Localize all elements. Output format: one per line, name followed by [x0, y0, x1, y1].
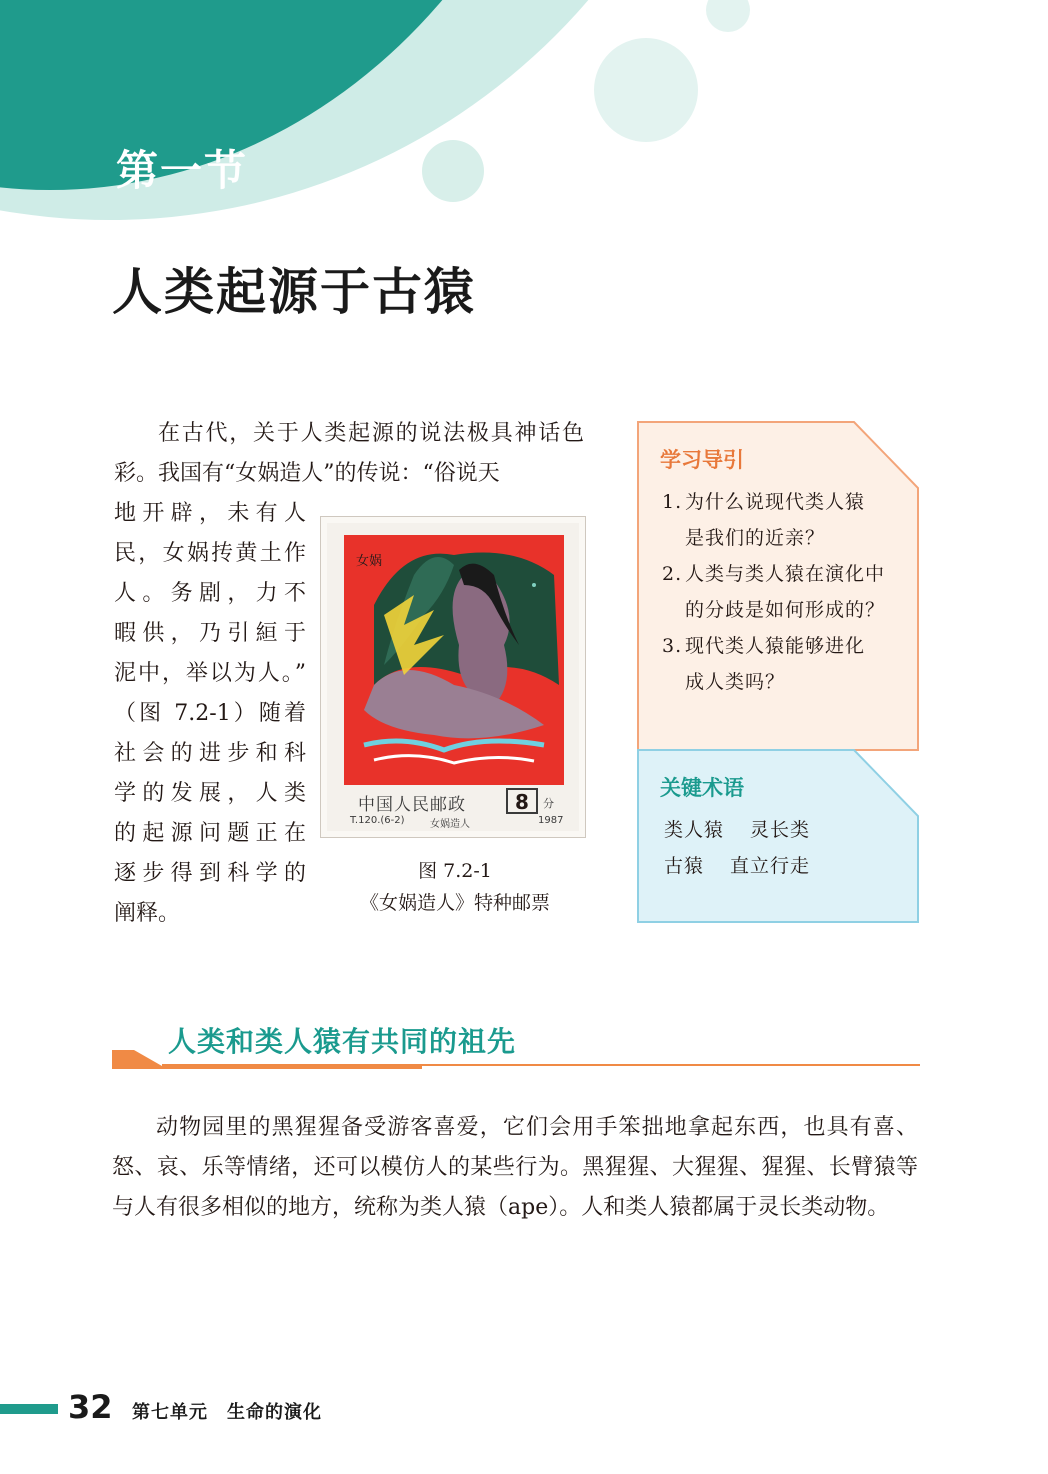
stamp-value: 8	[506, 788, 538, 814]
intro-line: 阐释。	[114, 901, 181, 926]
stamp-serial: T.120.(6-2)	[350, 815, 405, 826]
intro-line: 暇供，乃引絙于	[114, 621, 306, 646]
intro-line: （图 7.2-1）随着	[114, 701, 306, 726]
guide-q2-line1: 人类与类人猿在演化中	[685, 563, 886, 585]
guide-q1-num: 1.	[662, 491, 683, 513]
header-decor-circle	[422, 140, 484, 202]
key-term: 古猿	[664, 855, 705, 877]
figure-caption: 《女娲造人》特种邮票	[359, 892, 550, 914]
section-label: 第一节	[116, 146, 249, 195]
intro-paragraph-top: 在古代，关于人类起源的说法极具神话色彩。我国有“女娲造人”的传说：“俗说天	[114, 421, 584, 486]
intro-line: 逐步得到科学的	[114, 861, 306, 886]
subsection-heading: 人类和类人猿有共同的祖先	[168, 1025, 517, 1058]
stamp-corner-text: 女娲	[356, 554, 383, 569]
intro-line: 的起源问题正在	[114, 821, 306, 846]
body-paragraph: 动物园里的黑猩猩备受游客喜爱，它们会用手笨拙地拿起东西，也具有喜、怒、哀、乐等情绪，还可以模仿人的某些行为。黑猩猩、大猩猩、猩猩、长臂猿等与人有很多相似的地方，统称为类人猿（ape）。人和类人猿都属于灵长类动物。	[112, 1115, 918, 1220]
key-term: 类人猿	[664, 819, 725, 841]
stamp-unit: 分	[543, 797, 554, 810]
key-term: 灵长类	[750, 819, 811, 841]
guide-q2-line2: 的分歧是如何形成的？	[685, 599, 886, 621]
stamp-illustration	[344, 535, 564, 785]
guide-q3-line2: 成人类吗？	[685, 671, 786, 693]
intro-line: 社会的进步和科	[114, 741, 306, 766]
intro-line: 民，女娲抟黄土作	[114, 541, 306, 566]
guide-q2-num: 2.	[662, 563, 683, 585]
key-terms-heading: 关键术语	[660, 776, 744, 800]
guide-q3-num: 3.	[662, 635, 683, 657]
intro-line: 地开辟，未有人	[114, 501, 306, 526]
footer-accent-bar	[0, 1404, 58, 1414]
header-decor-circle	[706, 0, 750, 32]
intro-line: 人。务剧，力不	[114, 581, 306, 606]
intro-line: 泥中，举以为人。”	[114, 661, 306, 686]
study-guide-heading: 学习导引	[660, 448, 744, 472]
key-term: 直立行走	[730, 855, 811, 877]
stamp-country-text: 中国人民邮政	[358, 795, 466, 815]
figure-number: 图 7.2-1	[418, 860, 492, 882]
page-number: 32	[68, 1388, 113, 1426]
guide-q3-line1: 现代类人猿能够进化	[685, 635, 866, 657]
stamp-year: 1987	[538, 815, 564, 826]
guide-q1-line2: 是我们的近亲？	[685, 527, 826, 549]
guide-q1-line1: 为什么说现代类人猿	[685, 491, 866, 513]
stamp-title: 女娲造人	[430, 819, 470, 830]
header-decor-circle	[594, 38, 698, 142]
intro-paragraph-wrapped	[114, 494, 306, 934]
page-title: 人类起源于古猿	[112, 263, 476, 321]
intro-line: 学的发展，人类	[114, 781, 306, 806]
unit-name: 第七单元 生命的演化	[132, 1402, 322, 1423]
